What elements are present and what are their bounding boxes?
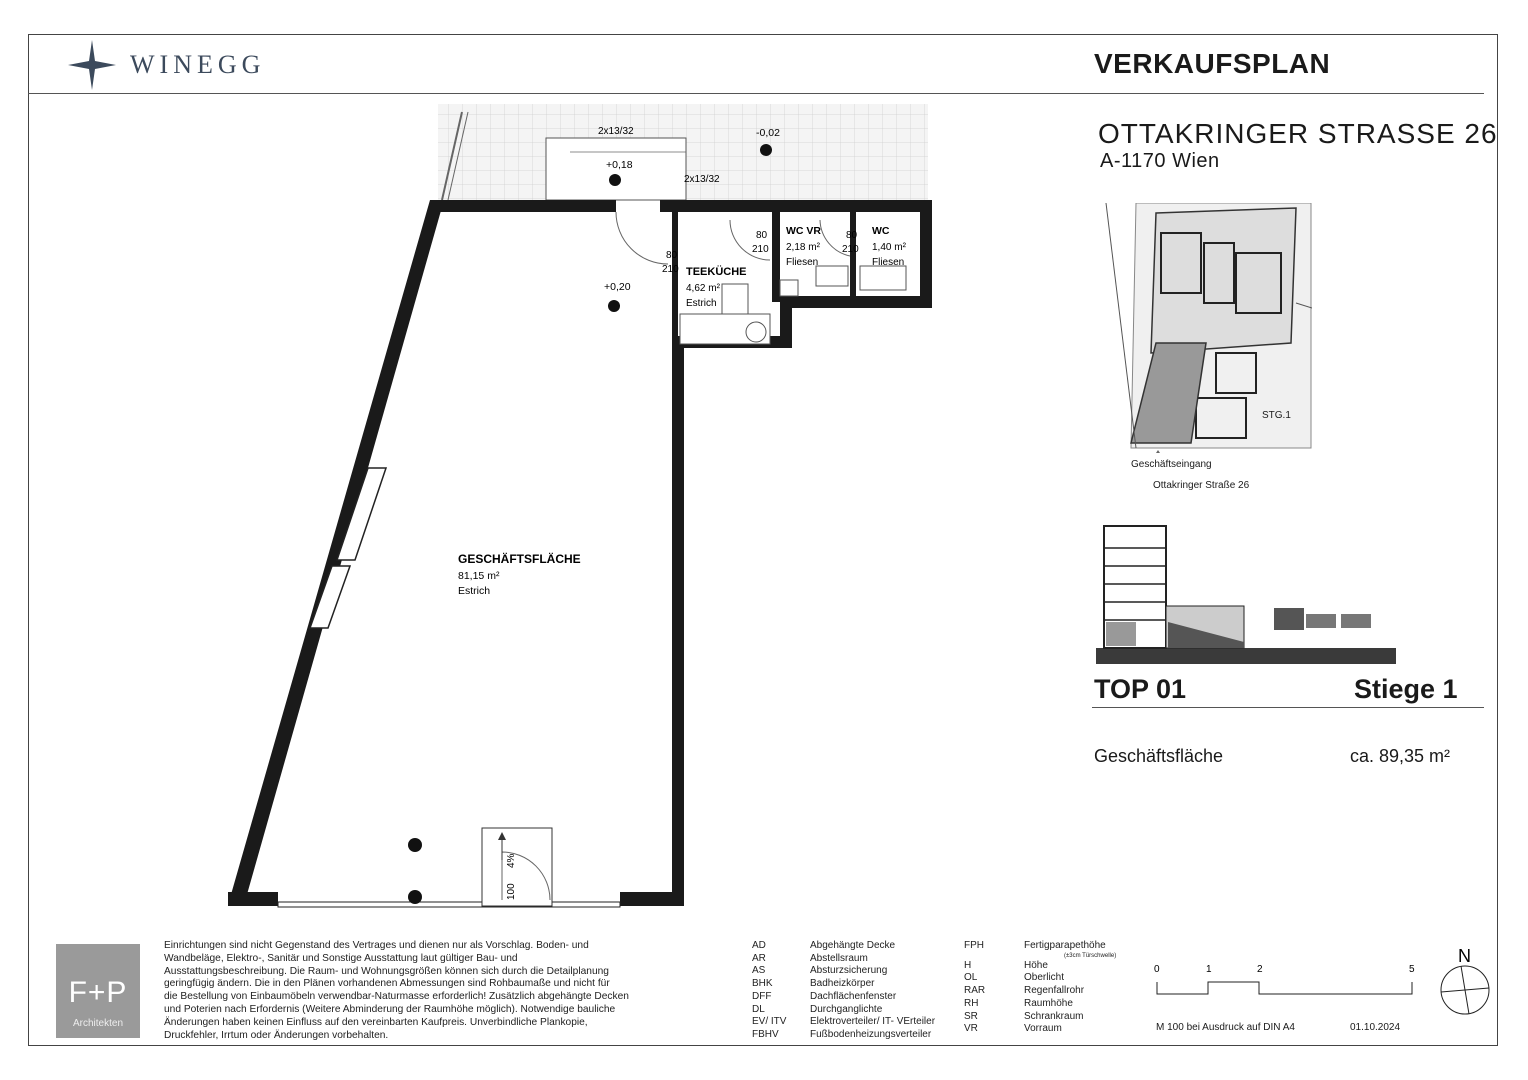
unit-area-value: ca. 89,35 m²	[1350, 746, 1451, 766]
room-floor-main: Estrich	[458, 585, 491, 597]
disclaimer-line: die Bestellung von Einbaumöbeln verwendbar-Naturmasse erforderlich! Zusätzlich abgehängte Decken	[164, 991, 629, 1003]
abbr-text: Oberlicht	[1024, 972, 1065, 984]
abbr-code: BHK	[752, 978, 773, 990]
site-entrance-label: Geschäftseingang	[1131, 459, 1212, 470]
abbr-spacer	[964, 953, 985, 960]
abbr-text: Fertigparapethöhe	[1024, 940, 1106, 951]
architect-logo-sub: Architekten	[72, 1018, 124, 1029]
scale-bar	[1150, 958, 1420, 998]
unit-top-id: TOP 01	[1094, 674, 1187, 704]
room-name-main: GESCHÄFTSFLÄCHE	[458, 552, 581, 566]
abbr-code: AR	[752, 952, 766, 964]
column-1	[408, 838, 422, 852]
disclaimer-line: Änderungen haben keinen Einfluss auf den vereinbarten Kaufpreis. Unverbindliche Plankopie,	[164, 1016, 588, 1028]
abbr-code: RH	[964, 997, 979, 1009]
abbr-text: Abstellsraum	[810, 952, 868, 964]
abbreviations-left-texts	[810, 940, 935, 1042]
address-street: OTTAKRINGER STRASSE 26	[1098, 118, 1498, 149]
south-wall-left	[228, 892, 278, 906]
abbr-text: Dachflächenfenster	[810, 990, 897, 1002]
north-arrow-icon	[1434, 946, 1496, 1016]
site-staircase-label: STG.1	[1262, 410, 1291, 421]
header-divider	[28, 93, 1484, 94]
abbr-text: Fußbodenheizungsverteiler	[810, 1028, 932, 1040]
abbr-code: FPH	[964, 940, 984, 951]
unit-divider	[1092, 707, 1484, 708]
door-entry-width: 80	[666, 250, 678, 261]
room-name-kitchen: TEEKÜCHE	[686, 266, 747, 278]
level-step: +0,18	[606, 159, 633, 171]
room-area-kitchen: 4,62 m²	[686, 283, 720, 294]
door-entry-height: 210	[662, 264, 679, 275]
address-city: A-1170 Wien	[1100, 150, 1220, 172]
architect-logo-text: F+P	[68, 976, 128, 1009]
door-wc-height: 210	[842, 244, 859, 255]
east-wall-wc	[920, 200, 932, 308]
disclaimer-line: Druckfehler, Irrtum oder Änderungen vorbehalten.	[164, 1029, 389, 1041]
room-name-wcvr: WC VR	[786, 225, 821, 237]
abbr-code: OL	[964, 972, 978, 984]
ramp-length: 100	[506, 883, 517, 900]
ramp-slope: 4%	[506, 853, 517, 868]
disclaimer-line: geringfügig ändern. Die in den Plänen vorhandenen Abmessungen sind Rohbaumaße und nicht für	[164, 978, 610, 990]
abbr-text: Höhe	[1024, 959, 1048, 971]
east-wall-main	[672, 336, 684, 906]
document-title: VERKAUFSPLAN	[1094, 48, 1331, 79]
scale-tick-1: 1	[1206, 964, 1212, 975]
abbr-code: FBHV	[752, 1028, 779, 1040]
abbr-code: H	[964, 959, 972, 971]
door-wcvr-height: 210	[752, 244, 769, 255]
wc-divider-wall	[772, 212, 780, 302]
unit-area-label: Geschäftsfläche	[1094, 746, 1224, 766]
north-wall-right	[660, 200, 932, 212]
abbreviations-right-texts	[1024, 940, 1116, 1036]
abbr-code: RAR	[964, 985, 986, 997]
door-wcvr-width: 80	[756, 230, 768, 241]
abbr-code: AD	[752, 940, 766, 951]
abbr-code: DL	[752, 1003, 765, 1015]
disclaimer-line: Einrichtungen sind nicht Gegenstand des Vertrages und dienen nur als Vorschlag. Boden- und	[164, 940, 589, 951]
disclaimer-line: Wandbeläge, Elektro-, Sanitär und Sonstige Ausstattung laut gültiger Bau- und	[164, 952, 518, 964]
room-name-wc: WC	[872, 225, 890, 237]
abbreviations-right-codes	[964, 940, 985, 1036]
building-section	[1096, 518, 1396, 664]
abbr-text: Badheizkörper	[810, 978, 875, 990]
plan-date: 01.10.2024	[1350, 1022, 1401, 1033]
room-area-main: 81,15 m²	[458, 570, 500, 582]
abbr-text: Raumhöhe	[1024, 997, 1073, 1009]
scale-tick-5: 5	[1409, 964, 1415, 975]
abbr-code: EV/ ITV	[752, 1016, 787, 1028]
unit-stiege: Stiege 1	[1354, 674, 1458, 704]
north-label: N	[1458, 946, 1471, 966]
abbr-code: SR	[964, 1010, 978, 1022]
abbr-text-note: (±3cm Türschwelle)	[1064, 952, 1117, 959]
door-wc-width: 80	[846, 230, 858, 241]
disclaimer-line: Ausstattungsbeschreibung. Die Raum- und Wohnungsgrößen können sich durch die Detailplanung	[164, 965, 609, 977]
abbr-text: Vorraum	[1024, 1023, 1062, 1035]
architect-logo	[56, 944, 140, 1038]
abbr-text: Elektroverteiler/ IT- VErteiler	[810, 1016, 936, 1028]
column-2	[408, 890, 422, 904]
floor-plan	[210, 100, 960, 930]
west-wall	[228, 200, 444, 905]
abbr-text: Abgehängte Decke	[810, 940, 896, 951]
abbr-text: Regenfallrohr	[1024, 985, 1085, 997]
abbr-text: Absturzsicherung	[810, 965, 888, 977]
abbr-code: DFF	[752, 990, 772, 1002]
disclaimer-line: und Poterien nach Erfordernis (Weitere Abminderung der Raumhöhe möglich). Notwendige bauliche	[164, 1003, 616, 1015]
disclaimer	[164, 940, 664, 1042]
scale-tick-0: 0	[1154, 964, 1160, 975]
scale-note: M 100 bei Ausdruck auf DIN A4	[1156, 1022, 1295, 1033]
south-wall-right	[620, 892, 682, 906]
north-wall-left	[430, 200, 616, 212]
room-area-wcvr: 2,18 m²	[786, 242, 820, 253]
wc-inner-wall	[850, 212, 856, 302]
abbr-code: AS	[752, 965, 766, 977]
room-floor-wcvr: Fliesen	[786, 257, 819, 268]
room-floor-kitchen: Estrich	[686, 298, 717, 309]
abbr-code: VR	[964, 1023, 978, 1035]
abbr-text: Schrankraum	[1024, 1010, 1084, 1022]
room-area-wc: 1,40 m²	[872, 242, 906, 253]
room-floor-wc: Fliesen	[872, 257, 905, 268]
brand-name: WINEGG	[130, 50, 266, 79]
abbr-text: Durchganglichte	[810, 1003, 883, 1015]
scale-tick-2: 2	[1257, 964, 1263, 975]
site-street-label: Ottakringer Straße 26	[1153, 480, 1250, 491]
entry-ramp	[482, 828, 552, 906]
abbreviations-left-codes	[752, 940, 786, 1042]
stair-side: 2x13/32	[684, 174, 720, 185]
level-terrace: -0,02	[756, 127, 780, 139]
stair-top: 2x13/32	[598, 126, 634, 137]
level-interior: +0,20	[604, 281, 631, 293]
